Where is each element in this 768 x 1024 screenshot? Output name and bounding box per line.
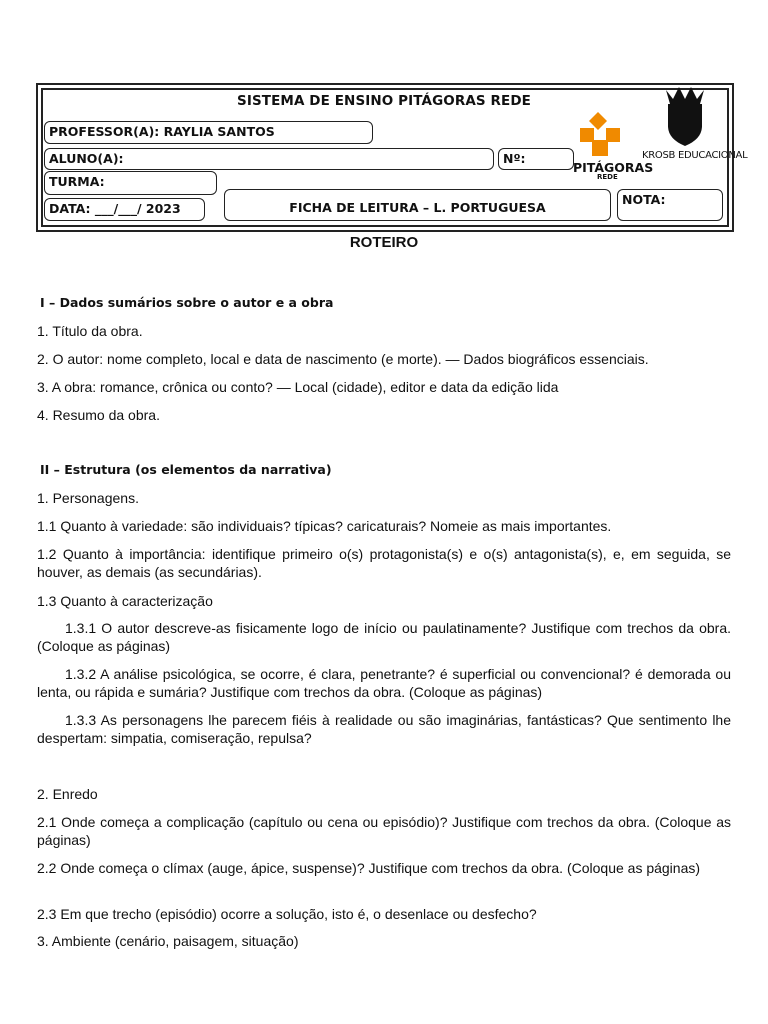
personagens-variedade: 1.1 Quanto à variedade: são individuais? típicas? caricaturais? Nomeie as mais importantes. — [37, 518, 612, 534]
section1-heading: I – Dados sumários sobre o autor e a obra — [40, 295, 334, 310]
section1-item-4: 4. Resumo da obra. — [37, 407, 160, 423]
nota-field[interactable] — [617, 189, 723, 221]
caracterizacao-2: 1.3.2 A análise psicológica, se ocorre, é clara, penetrante? é superficial ou convencional? é demorada ou lenta, ou rápida e sumária? Justifique com trechos da obra. (Coloque as páginas) — [37, 666, 731, 700]
enredo-solucao: 2.3 Em que trecho (episódio) ocorre a solução, isto é, o desenlace ou desfecho? — [37, 906, 537, 922]
turma-label: TURMA: — [49, 174, 105, 189]
section1-item-3: 3. A obra: romance, crônica ou conto? — Local (cidade), editor e data da edição lida — [37, 379, 559, 395]
enredo-item: 2. Enredo — [37, 786, 98, 802]
caracterizacao-3: 1.3.3 As personagens lhe parecem fiéis à realidade ou são imaginárias, fantásticas? Que sentimento lhe despertam: simpatia, comiseração, repulsa? — [37, 712, 731, 746]
section1-item-2: 2. O autor: nome completo, local e data de nascimento (e morte). — Dados biográficos essenciais. — [37, 351, 649, 367]
ambiente-item: 3. Ambiente (cenário, paisagem, situação) — [37, 933, 299, 949]
section1-item-1: 1. Título da obra. — [37, 323, 143, 339]
enredo-complicacao: 2.1 Onde começa a complicação (capítulo ou cena ou episódio)? Justifique com trechos da obra. (Coloque as páginas) — [37, 814, 731, 848]
data-field[interactable] — [44, 198, 205, 221]
pitagoras-logo-text: PITÁGORAS — [573, 160, 654, 175]
nota-label: NOTA: — [622, 192, 666, 207]
ficha-label: FICHA DE LEITURA – L. PORTUGUESA — [289, 200, 546, 215]
numero-label: Nº: — [503, 151, 526, 166]
aluno-label: ALUNO(A): — [49, 151, 124, 166]
enredo-climax: 2.2 Onde começa o clímax (auge, ápice, suspense)? Justifique com trechos da obra. (Coloque as páginas) — [37, 860, 701, 876]
aluno-field[interactable] — [44, 148, 494, 170]
personagens-item: 1. Personagens. — [37, 490, 139, 506]
section2-heading: II – Estrutura (os elementos da narrativa) — [40, 462, 332, 477]
caracterizacao-1: 1.3.1 O autor descreve-as fisicamente logo de início ou paulatinamente? Justifique com trechos da obra. (Coloque as páginas) — [37, 620, 731, 654]
krosb-logo-text: KROSB EDUCACIONAL — [642, 150, 748, 161]
personagens-importancia: 1.2 Quanto à importância: identifique primeiro o(s) protagonista(s) e o(s) antagonista(s), e, em seguida, se houver, as demais (as secundárias). — [37, 546, 731, 580]
numero-field[interactable] — [498, 148, 574, 170]
data-label: DATA: ___/___/ 2023 — [49, 201, 181, 216]
roteiro-heading: ROTEIRO — [349, 234, 419, 251]
turma-field[interactable] — [44, 171, 217, 195]
ficha-box — [224, 189, 611, 221]
professor-field — [44, 121, 373, 144]
school-title: SISTEMA DE ENSINO PITÁGORAS REDE — [237, 93, 531, 109]
personagens-caracterizacao: 1.3 Quanto à caracterização — [37, 593, 213, 609]
pitagoras-rede-text: REDE — [597, 173, 618, 181]
professor-label: PROFESSOR(A): RAYLIA SANTOS — [49, 124, 275, 139]
